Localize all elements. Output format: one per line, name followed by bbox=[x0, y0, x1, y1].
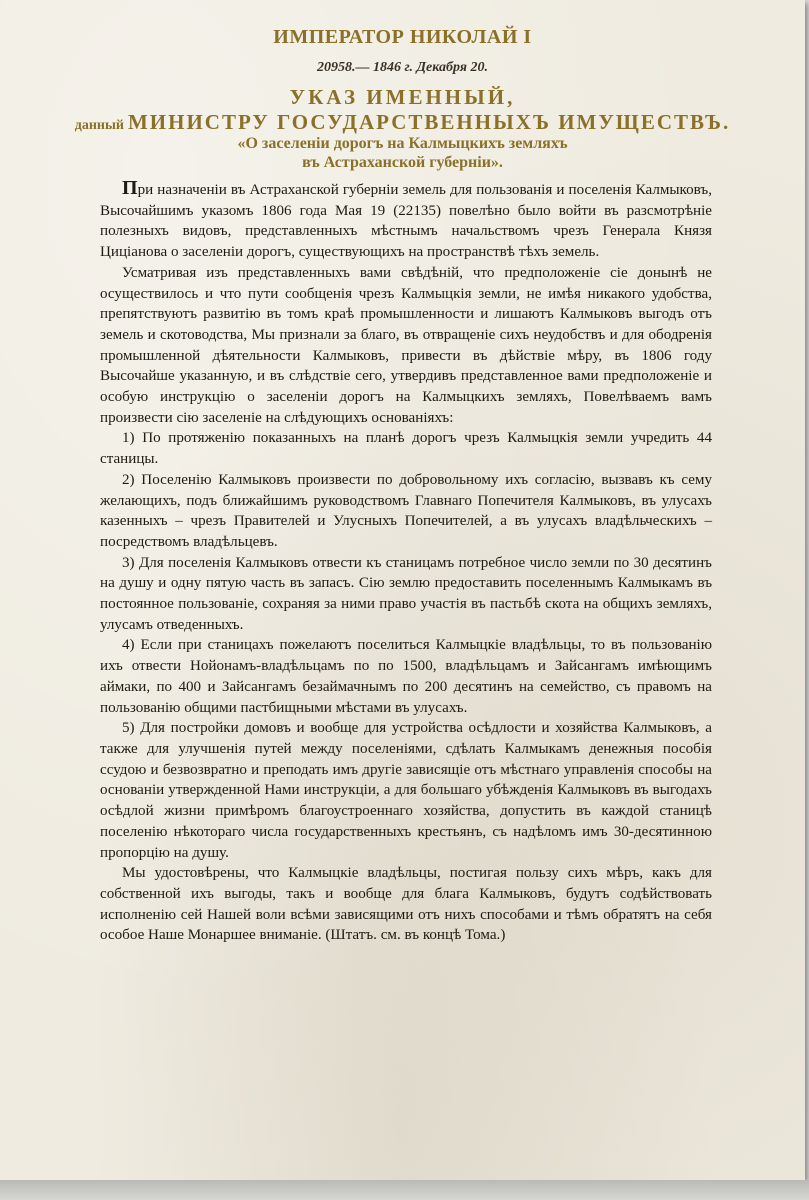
bottom-edge bbox=[0, 1180, 809, 1200]
paragraph-point-2: 2) Поселенiю Калмыковъ произвести по добровольному ихъ согласiю, вызвавъ къ сему желающихъ, подъ ближайшимъ руководствомъ Главнаго Попечителя Калмыковъ, въ улусахъ казенныхъ – чрезъ Правителей и Улусныхъ Попечителей, а въ улусахъ владѣльческихъ – посредствомъ владѣльцевъ. bbox=[100, 471, 712, 550]
subject-line-2: въ Астраханской губернiи». bbox=[302, 154, 503, 171]
decree-subject bbox=[0, 134, 805, 172]
drop-cap: П bbox=[122, 177, 138, 199]
paragraph-text: ри назначенiи въ Астраханской губернiи земель для пользованiя и поселенiя Калмыковъ, Высочайшимъ указомъ 1806 года Мая 19 (22135) повелѣно было войти въ разсмотрѣнiе полезныхъ видовъ, представленныхъ мѣстнымъ начальствомъ чрезъ Генерала Князя Цицiанова о заселенiи дорогъ, существующихъ на пространствѣ тѣхъ земель. bbox=[100, 182, 712, 261]
paragraph-point-5: 5) Для постройки домовъ и вообще для устройства осѣдлости и хозяйства Калмыковъ, а также для улучшенiя путей между поселенiями, сдѣлать Калмыкамъ денежныя пособiя ссудою и безвозвратно и преподать имъ другiе зависящiе отъ мѣстнаго управленiя способы на основанiи утвержденной Нами инструкцiи, а для большаго убѣжденiя Калмыковъ въ выгодахъ осѣдлой жизни примѣромъ благоустроеннаго хозяйства, допустить въ каждой станицѣ поселенiю нѣкотораго числа государственныхъ крестьянъ, съ надѣломъ имъ 30-десятинною пропорцiю на душу. bbox=[100, 720, 712, 861]
addressee-line bbox=[0, 110, 805, 135]
given-word: данный bbox=[74, 118, 124, 133]
paragraph-intro bbox=[100, 177, 712, 263]
document-number-date: 20958.— 1846 г. Декабря 20. bbox=[316, 60, 489, 75]
paragraph-point-4: 4) Если при станицахъ пожелаютъ поселиться Калмыцкiе владѣльцы, то въ пользованiю ихъ отвести Нойонамъ-владѣльцамъ по по 1500, владѣльцамъ и Зайсангамъ имѣющимъ аймаки, по 400 и Зайсангамъ безаймачнымъ по 200 десятинъ на семейство, съ правомъ на пользованiю общими пастбищными мѣстами въ улусахъ. bbox=[100, 637, 712, 716]
subject-line-1: «О заселенiи дорогъ на Калмыцкихъ земляхъ bbox=[237, 135, 568, 152]
addressee-minister: МИНИСТРУ ГОСУДАРСТВЕННЫХЪ ИМУЩЕСТВЪ. bbox=[127, 110, 731, 134]
ukaz-title: УКАЗ ИМЕННЫЙ, bbox=[289, 85, 516, 109]
paragraph-point-1: 1) По протяженiю показанныхъ на планѣ дорогъ чрезъ Калмыцкiя земли учредить 44 станицы. bbox=[100, 430, 712, 468]
paragraph-conclusion: Мы удостовѣрены, что Калмыцкiе владѣльцы, постигая пользу сихъ мѣръ, какъ для собственной ихъ выгоды, такъ и вообще для блага Калмыковъ, будутъ содѣйствовать исполненiю сей Нашей воли всѣми зависящими отъ нихъ способами и тѣмъ обратятъ на себя особое Наше Монаршее вниманiе. (Штатъ. см. въ концѣ Тома.) bbox=[100, 865, 712, 944]
paragraph-point-3: 3) Для поселенiя Калмыковъ отвести къ станицамъ потребное число земли по 30 десятинъ на душу и одну пятую часть въ запасъ. Сiю землю предоставить поселеннымъ Калмыкамъ въ постоянное пользованiе, сохраняя за ними право участiя въ пастьбѣ скота на общихъ земляхъ, улусамъ отведенныхъ. bbox=[100, 554, 712, 633]
paragraph-reasoning: Усматривая изъ представленныхъ вами свѣдѣнiй, что предположенiе сiе донынѣ не осуществилось и что пути сообщенiя чрезъ Калмыцкiя земли, не имѣя никакого удобства, препятствуютъ развитiю въ томъ краѣ промышленности и лишаютъ Калмыковъ выгодъ отъ земель и скотоводства, Мы признали за благо, въ отвращенiе сихъ неудобствъ и для ободренiя промышленной дѣятельности Калмыковъ, привести въ дѣйствiе мѣру, въ 1806 году Высочайше указанную, и въ слѣдствiе сего, утвердивъ представленное вами предположенiе и особую инструкцiю о заселенiи дорогъ на Калмыцкихъ земляхъ, Повелѣваемъ вамъ произвести сiю заселенiе на слѣдующихъ основанiяхъ: bbox=[100, 264, 712, 426]
emperor-title: ИМПЕРАТОР НИКОЛАЙ I bbox=[273, 26, 532, 48]
decree-body bbox=[100, 177, 712, 946]
